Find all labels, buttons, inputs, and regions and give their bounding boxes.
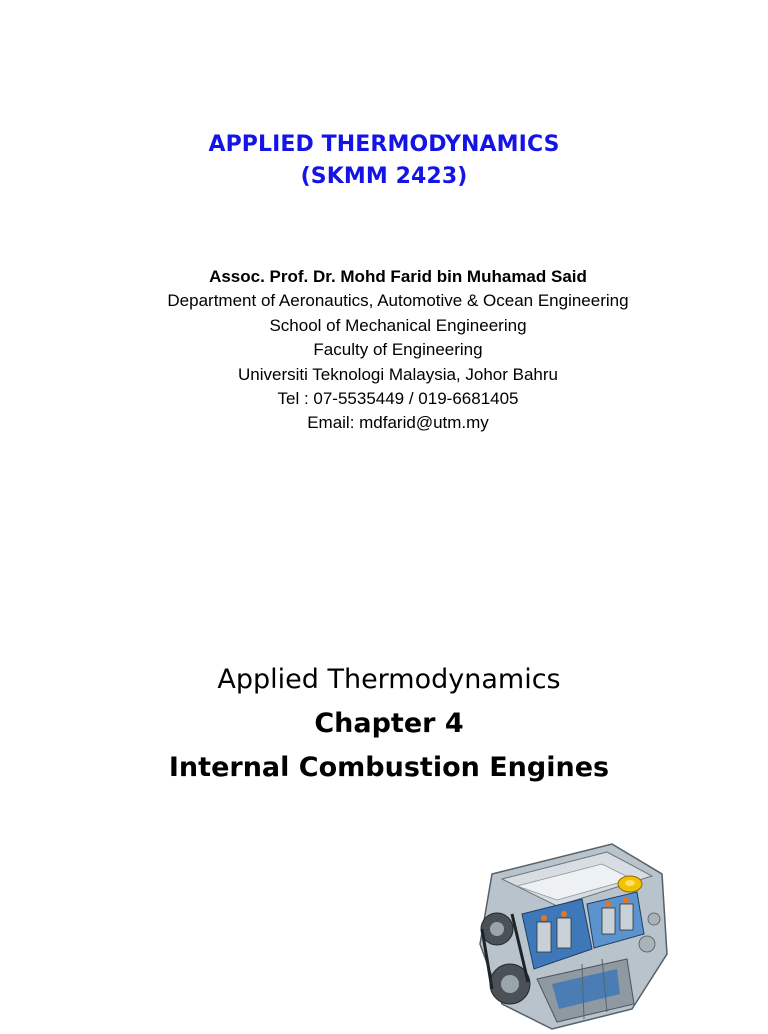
chapter-course-name: Applied Thermodynamics — [217, 664, 561, 695]
title-slide — [0, 0, 768, 512]
author-block — [0, 265, 768, 436]
course-code: (SKMM 2423) — [300, 164, 468, 189]
course-title: APPLIED THERMODYNAMICS — [208, 132, 560, 157]
chapter-slide — [0, 512, 768, 1024]
author-faculty: Faculty of Engineering — [313, 340, 483, 360]
author-school: School of Mechanical Engineering — [269, 315, 527, 335]
author-email: Email: mdfarid@utm.my — [307, 413, 489, 433]
author-department: Department of Aeronautics, Automotive & Ocean Engineering — [167, 291, 629, 311]
author-tel: Tel : 07-5535449 / 019-6681405 — [277, 388, 519, 408]
engine-illustration — [462, 834, 684, 1034]
author-name: Assoc. Prof. Dr. Mohd Farid bin Muhamad Said — [209, 267, 587, 286]
author-university: Universiti Teknologi Malaysia, Johor Bahru — [237, 364, 558, 384]
chapter-number: Chapter 4 — [314, 708, 464, 739]
chapter-topic: Internal Combustion Engines — [168, 752, 610, 783]
